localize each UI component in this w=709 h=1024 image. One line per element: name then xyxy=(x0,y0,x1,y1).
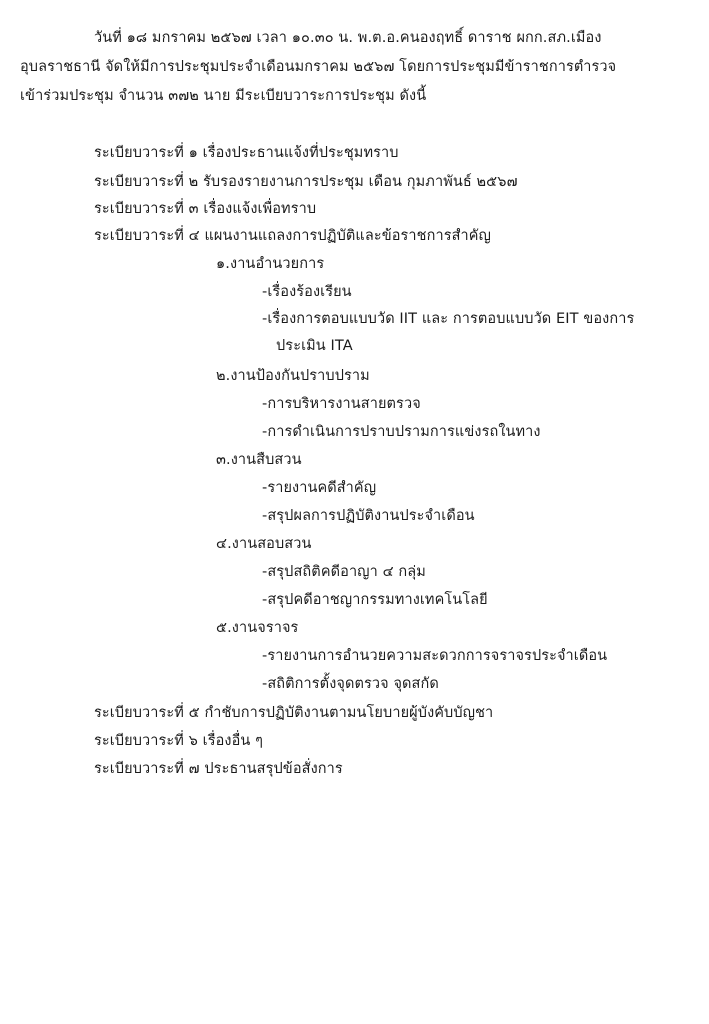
agenda-item-6: ระเบียบวาระที่ ๖ เรื่องอื่น ๆ xyxy=(94,733,264,749)
intro-line-2: อุบลราชธานี จัดให้มีการประชุมประจำเดือนมกราคม ๒๕๖๗ โดยการประชุมมีข้าราชการตำรวจ xyxy=(20,59,617,75)
agenda-item-5: ระเบียบวาระที่ ๕ กำชับการปฏิบัติงานตามนโยบายผู้บังคับบัญชา xyxy=(94,705,494,721)
section-title-administration: ๑.งานอำนวยการ xyxy=(216,256,325,272)
agenda-item-1: ระเบียบวาระที่ ๑ เรื่องประธานแจ้งที่ประชุมทราบ xyxy=(94,145,399,161)
section-item: -รายงานการอำนวยความสะดวกการจราจรประจำเดือน xyxy=(262,648,608,664)
section-item-continuation: ประเมิน ITA xyxy=(276,338,353,354)
section-title-prevention: ๒.งานป้องกันปราบปราม xyxy=(216,368,370,384)
section-item: -รายงานคดีสำคัญ xyxy=(262,480,377,496)
agenda-item-7: ระเบียบวาระที่ ๗ ประธานสรุปข้อสั่งการ xyxy=(94,761,343,777)
section-item: -เรื่องร้องเรียน xyxy=(262,284,352,300)
section-item: -สถิติการตั้งจุดตรวจ จุดสกัด xyxy=(262,676,439,692)
section-item: -สรุปผลการปฏิบัติงานประจำเดือน xyxy=(262,508,475,524)
section-title-traffic: ๕.งานจราจร xyxy=(216,620,299,636)
agenda-item-4: ระเบียบวาระที่ ๔ แผนงานแถลงการปฏิบัติและข้อราชการสำคัญ xyxy=(94,228,491,244)
agenda-item-3: ระเบียบวาระที่ ๓ เรื่องแจ้งเพื่อทราบ xyxy=(94,201,317,217)
section-item: -การบริหารงานสายตรวจ xyxy=(262,396,421,412)
section-title-investigation: ๓.งานสืบสวน xyxy=(216,452,302,468)
section-item: -การดำเนินการปราบปรามการแข่งรถในทาง xyxy=(262,424,541,440)
section-item: -สรุปคดีอาชญากรรมทางเทคโนโลยี xyxy=(262,592,488,608)
agenda-item-2: ระเบียบวาระที่ ๒ รับรองรายงานการประชุม เดือน กุมภาพันธ์ ๒๕๖๗ xyxy=(94,174,518,190)
intro-line-3: เข้าร่วมประชุม จำนวน ๓๗๒ นาย มีระเบียบวาระการประชุม ดังนี้ xyxy=(20,88,427,104)
section-title-inquiry: ๔.งานสอบสวน xyxy=(216,536,312,552)
section-item: -เรื่องการตอบแบบวัด IIT และ การตอบแบบวัด EIT ของการ xyxy=(262,311,635,327)
section-item: -สรุปสถิติคดีอาญา ๔ กลุ่ม xyxy=(262,564,426,580)
intro-line-1: วันที่ ๑๘ มกราคม ๒๕๖๗ เวลา ๑๐.๓๐ น. พ.ต.อ.คนองฤทธิ์ ดาราช ผกก.สภ.เมือง xyxy=(94,30,602,46)
